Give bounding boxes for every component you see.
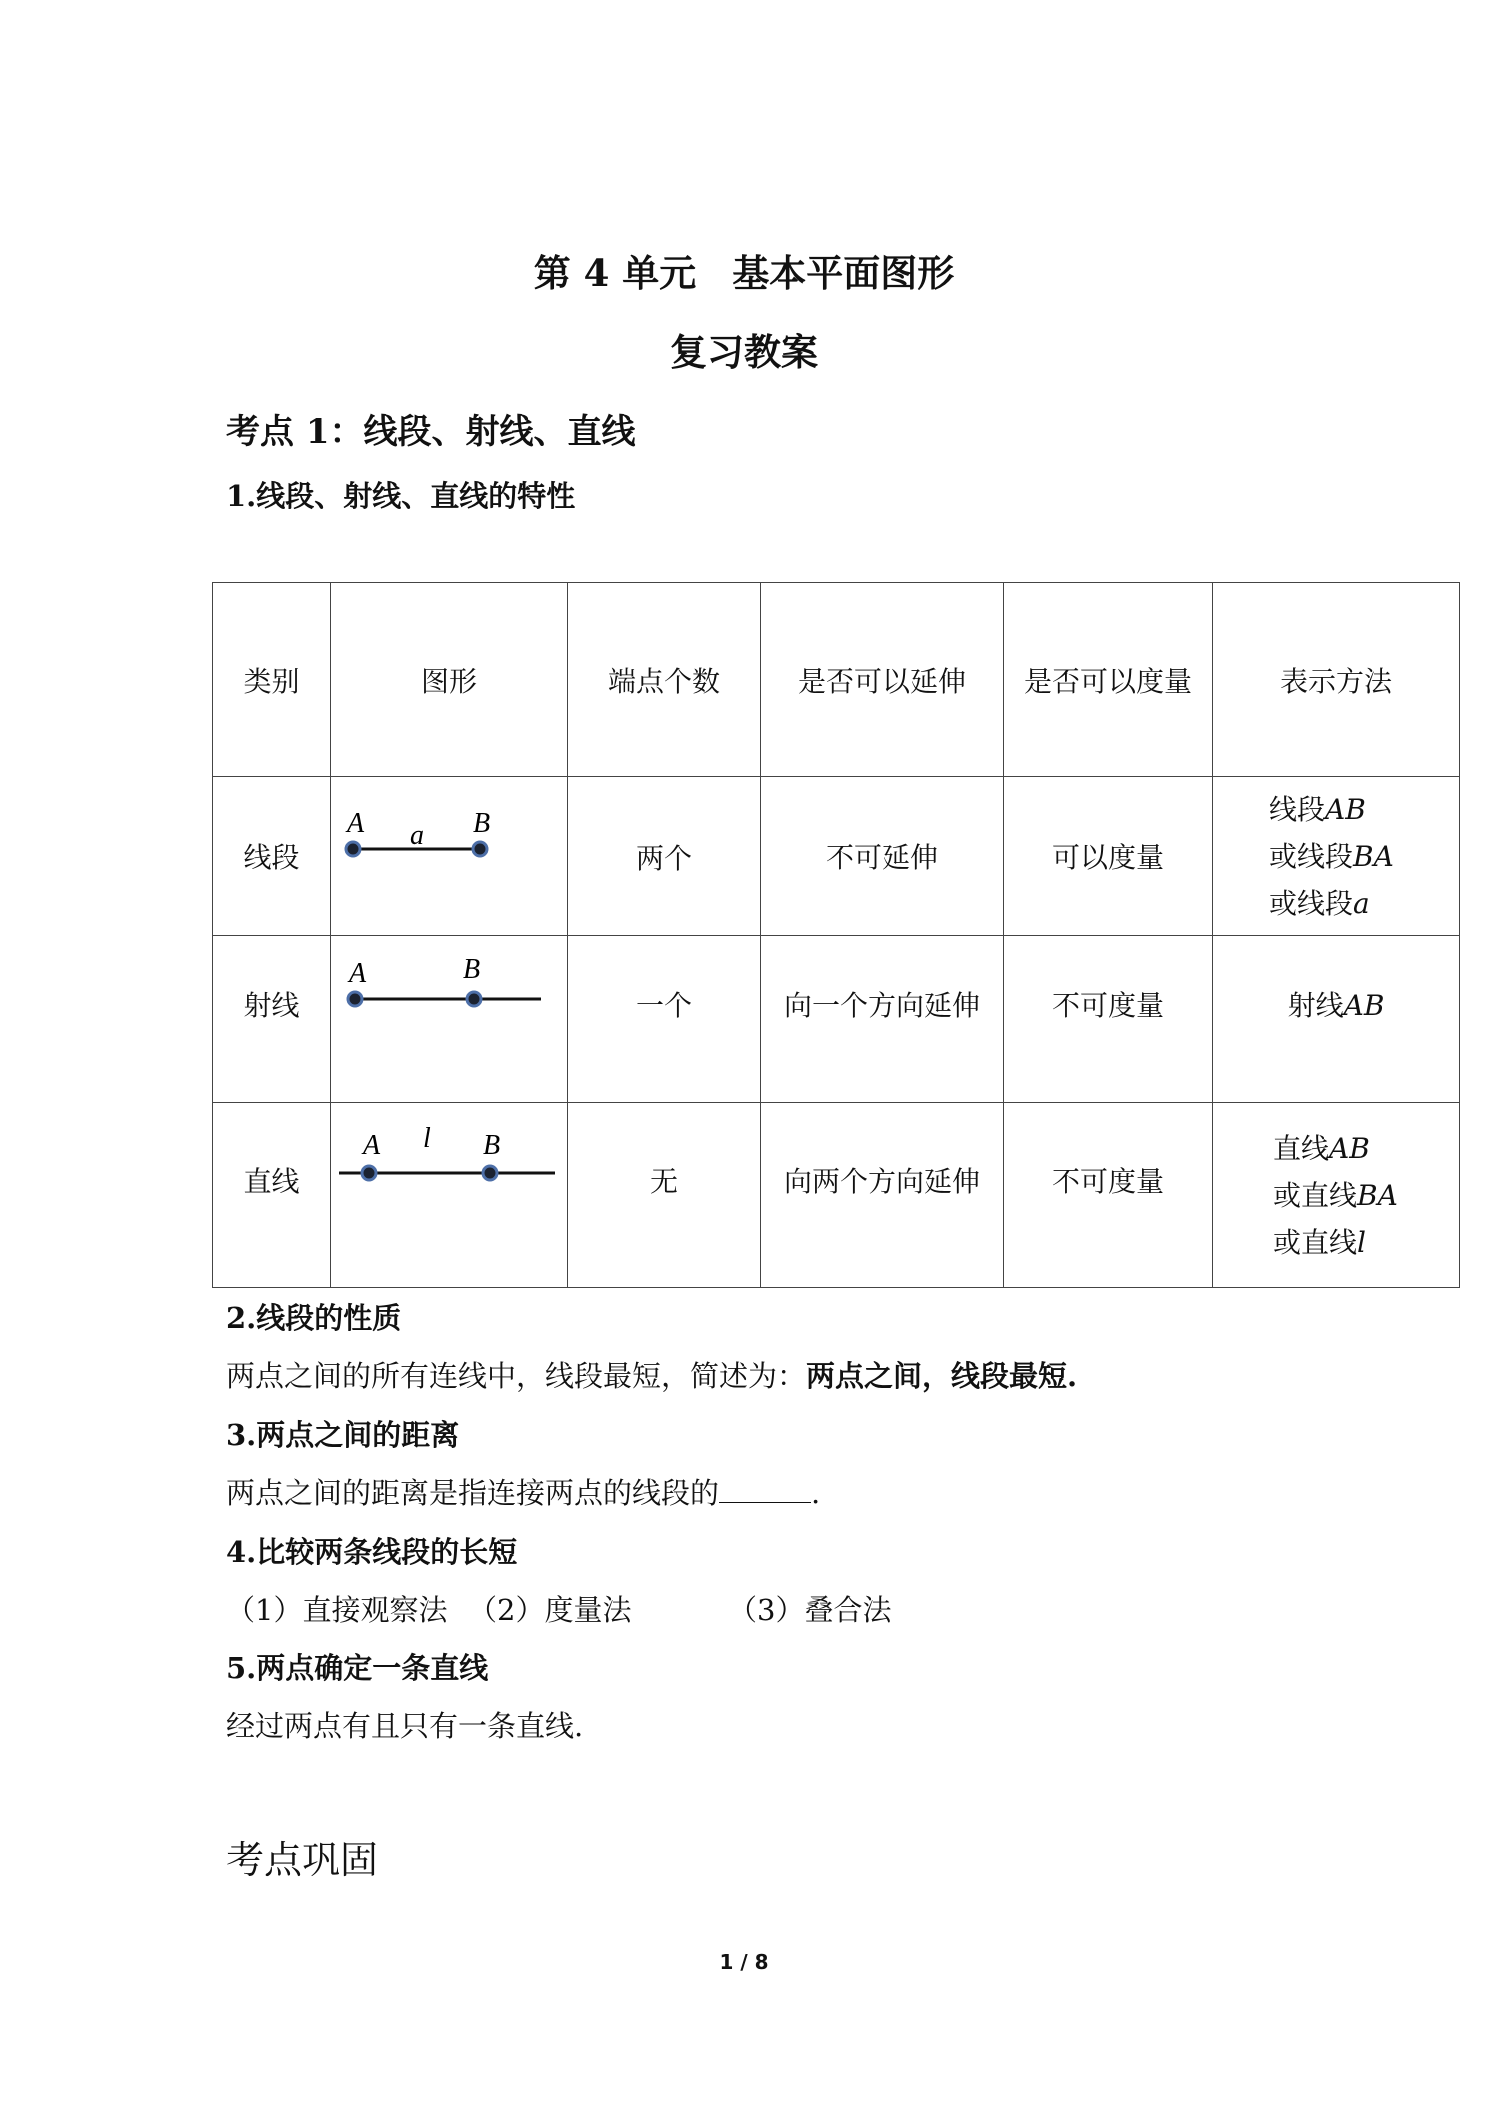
paragraph-end: . bbox=[811, 1476, 821, 1510]
subsection-heading-3: 3.两点之间的距离 bbox=[226, 1418, 460, 1452]
unit-label: 第 4 单元 bbox=[533, 251, 697, 295]
paragraph-shortest bbox=[226, 1354, 1077, 1395]
table-row bbox=[213, 1103, 1460, 1288]
method-1: （1）直接观察法 bbox=[226, 1593, 448, 1627]
measure-cell: 不可度量 bbox=[1004, 936, 1213, 1103]
extend-cell: 不可延伸 bbox=[761, 777, 1004, 936]
ray-figure bbox=[331, 936, 568, 1072]
fill-blank bbox=[719, 1476, 811, 1503]
header-cell: 表示方法 bbox=[1213, 583, 1460, 777]
page-subtitle: 复习教案 bbox=[670, 330, 818, 374]
header-cell: 是否可以度量 bbox=[1004, 583, 1213, 777]
measure-cell: 不可度量 bbox=[1004, 1103, 1213, 1288]
label-b: B bbox=[473, 808, 491, 839]
endpoints-cell: 无 bbox=[568, 1103, 761, 1288]
label-a: A bbox=[363, 1130, 381, 1161]
subsection-heading-2: 2.线段的性质 bbox=[226, 1301, 402, 1335]
subsection-heading-1: 1.线段、射线、直线的特性 bbox=[226, 479, 576, 513]
header-cell: 类别 bbox=[213, 583, 331, 777]
page-number: 1 / 8 bbox=[719, 1950, 769, 1974]
label-a: A bbox=[347, 808, 365, 839]
header-cell: 图形 bbox=[331, 583, 568, 777]
label-b: B bbox=[483, 1130, 501, 1161]
endpoints-cell: 一个 bbox=[568, 936, 761, 1103]
table-row bbox=[213, 936, 1460, 1103]
point-b bbox=[473, 842, 487, 856]
paragraph-bold: 两点之间，线段最短. bbox=[806, 1359, 1078, 1393]
label-b: B bbox=[463, 954, 481, 985]
point-a bbox=[346, 842, 360, 856]
table-row bbox=[213, 777, 1460, 936]
section-heading: 考点 1：线段、射线、直线 bbox=[226, 412, 636, 452]
header-cell: 端点个数 bbox=[568, 583, 761, 777]
notation-line: 或直线l bbox=[1273, 1225, 1366, 1259]
label-a: A bbox=[349, 958, 367, 989]
notation-line: 或线段a bbox=[1269, 886, 1370, 920]
paragraph-determine: 经过两点有且只有一条直线. bbox=[226, 1709, 584, 1743]
extend-cell: 向一个方向延伸 bbox=[761, 936, 1004, 1103]
point-a bbox=[362, 1166, 376, 1180]
consolidate-heading: 考点巩固 bbox=[226, 1838, 379, 1882]
method-3: （3）叠合法 bbox=[728, 1593, 892, 1627]
paragraph-distance bbox=[226, 1471, 820, 1512]
notation-cell: 射线AB bbox=[1213, 936, 1460, 1103]
header-cell: 是否可以延伸 bbox=[761, 583, 1004, 777]
paragraph-text: 两点之间的所有连线中，线段最短，简述为： bbox=[226, 1359, 807, 1393]
method-2: （2）度量法 bbox=[468, 1593, 632, 1627]
segment-figure bbox=[331, 777, 568, 933]
page-title bbox=[0, 243, 1488, 297]
category-cell: 线段 bbox=[213, 777, 331, 936]
properties-table bbox=[212, 582, 1460, 1288]
point-b bbox=[483, 1166, 497, 1180]
figure-cell bbox=[331, 936, 568, 1103]
figure-cell bbox=[331, 1103, 568, 1288]
paragraph-text: 两点之间的距离是指连接两点的线段的 bbox=[226, 1476, 720, 1510]
topic-label: 基本平面图形 bbox=[732, 251, 955, 295]
category-cell: 射线 bbox=[213, 936, 331, 1103]
notation-line: 直线AB bbox=[1273, 1131, 1370, 1165]
line-figure bbox=[331, 1103, 568, 1257]
notation-cell bbox=[1213, 777, 1460, 936]
notation-line: 线段AB bbox=[1269, 792, 1366, 826]
notation-line: 或线段BA bbox=[1269, 839, 1394, 873]
label-segment: a bbox=[410, 820, 424, 851]
category-cell: 直线 bbox=[213, 1103, 331, 1288]
notation-cell bbox=[1213, 1103, 1460, 1288]
figure-cell bbox=[331, 777, 568, 936]
point-a bbox=[348, 992, 362, 1006]
table-header-row bbox=[213, 583, 1460, 777]
subsection-heading-5: 5.两点确定一条直线 bbox=[226, 1651, 489, 1685]
label-line: l bbox=[423, 1123, 431, 1154]
extend-cell: 向两个方向延伸 bbox=[761, 1103, 1004, 1288]
subsection-heading-4: 4.比较两条线段的长短 bbox=[226, 1535, 518, 1569]
measure-cell: 可以度量 bbox=[1004, 777, 1213, 936]
notation-line: 或直线BA bbox=[1273, 1178, 1398, 1212]
endpoints-cell: 两个 bbox=[568, 777, 761, 936]
point-b bbox=[467, 992, 481, 1006]
